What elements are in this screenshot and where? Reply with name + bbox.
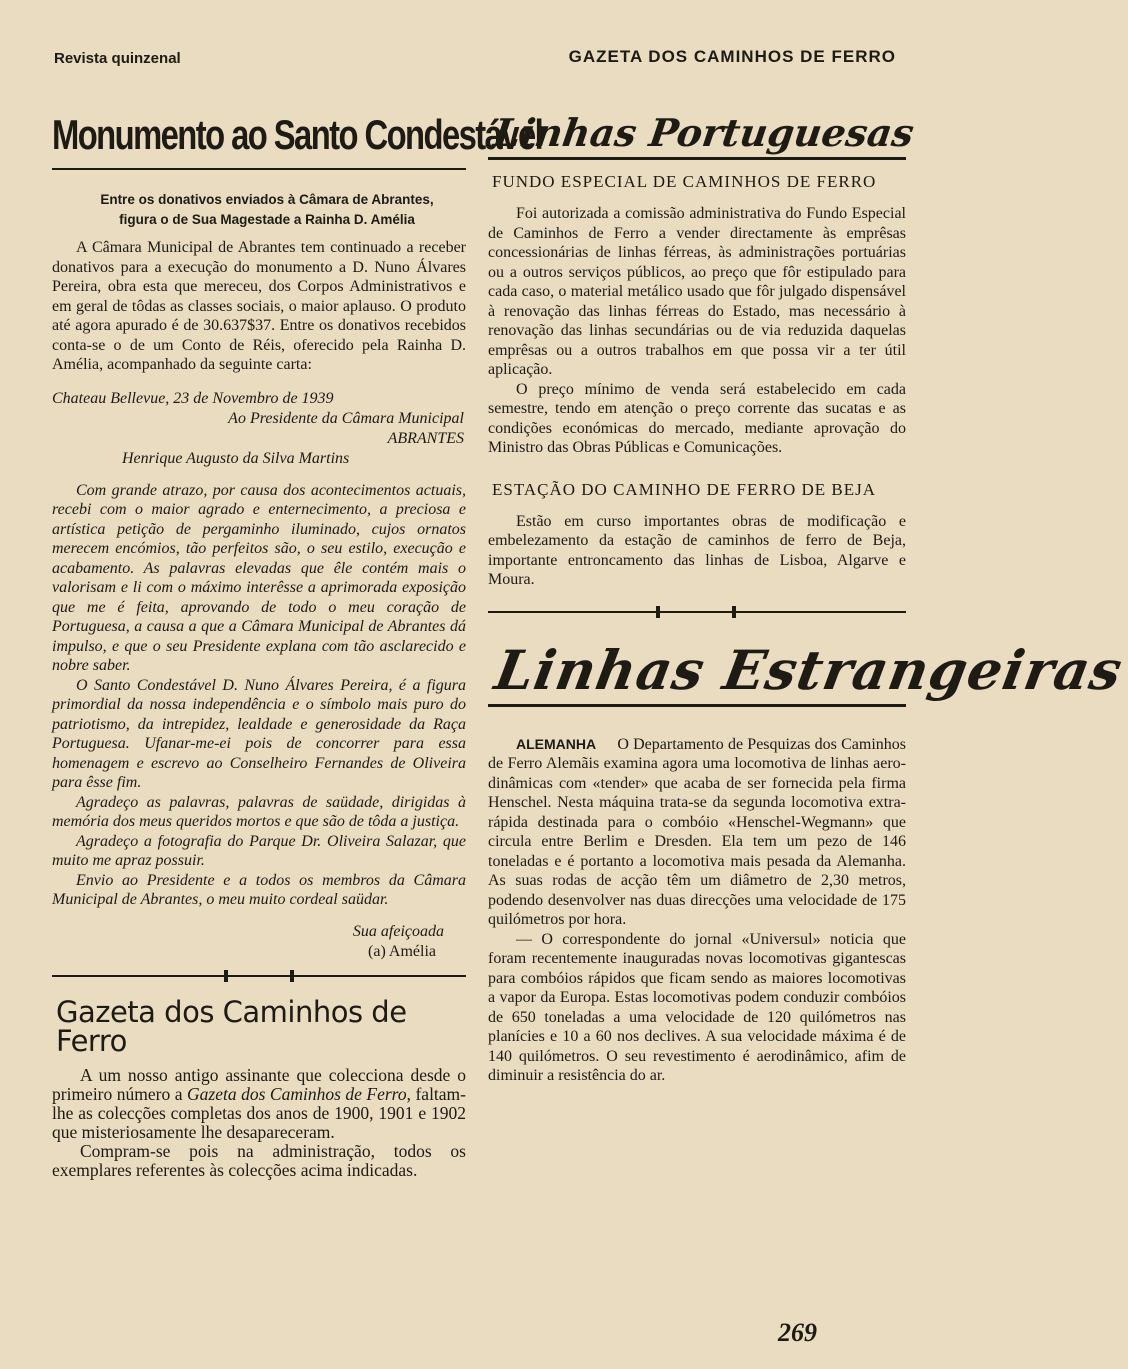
letter-paragraph: Agradeço a fotografia do Parque Dr. Oliveira Salazar, que muito me apraz possuir.: [52, 832, 466, 869]
page-number: 269: [778, 1318, 817, 1347]
section-rule: [488, 704, 906, 707]
letter-closing: Sua afeiçoada: [352, 922, 444, 940]
letter-recipient-city: ABRANTES: [387, 429, 464, 447]
ornamental-separator: [488, 604, 906, 620]
alemanha-paragraph-2: — O correspondente do jornal «Universul» noticia que foram recentemente inauguradas novas locomotivas gigantescas para combóios rápidos que ficam sendo as maiores locomotivas a vapor da Europa. Estas locomotivas podem conduzir combóios de 650 toneladas a uma velocidade de 120 quilómetros nas planícies e 10 a 60 nos declives. A sua velocidade máxima é de 140 quilómetros. O seu revestimento é aerodinâmico, afim de diminuir a resistência do ar.: [488, 930, 906, 1084]
subsection-head-fundo: FUNDO ESPECIAL DE CAMINHOS DE FERRO: [492, 172, 877, 191]
gazeta-paragraph-2: Compram-se pois na administração, todos os exemplares referentes às colecções acima indicadas.: [52, 1140, 466, 1180]
gazeta-notice-title: Gazeta dos Caminhos de Ferro: [56, 994, 407, 1058]
gazeta-text: A um nosso antigo assinante que colecciona desde o primeiro número a: [52, 1064, 466, 1104]
fundo-paragraph-2: O preço mínimo de venda será estabelecido em cada semestre, tendo em atenção o preço corrente das sucatas e as condições económicas do mercado, mediante aprovação do Ministro das Obras Públicas e Comunicações.: [488, 380, 906, 456]
subtitle-line-1: Entre os donativos enviados à Câmara de Abrantes,: [100, 192, 434, 207]
left-column: [52, 104, 543, 1180]
letter-paragraph: Agradeço as palavras, palavras de saüdade, dirigidas à memória dos meus queridos mortos e que são de tôda a justiça.: [52, 793, 466, 830]
letter-paragraph: Com grande atrazo, por causa dos acontecimentos actuais, recebi com o maior agrado e enternecimento, a preciosa e artística petição de pergaminho iluminado, cujos ornatos merecem encómios, tão perfeitos são, o seu estilo, execução e acabamento. As palavras elevadas que êle contém mais o valorisam e li com o máximo interêsse a aprimorada exposição que me é feita, aprovando de todo o meu coração de Portuguesa, a causa a que a Câmara Municipal de Abrantes dá impulso, e que o seu Presidente explana com tão asclarecido e nobre saber.: [52, 481, 466, 674]
alemanha-paragraph-1: [488, 735, 906, 930]
title-rule: [52, 168, 466, 170]
country-label-alemanha: ALEMANHA: [516, 735, 597, 752]
intro-paragraph: A Câmara Municipal de Abrantes tem continuado a receber donativos para a execução do monumento a D. Nuno Álvares Pereira, obra esta que mereceu, dos Corpos Administrativos e em geral de tôdas as classes sociais, o maior aplauso. O produto até agora apurado é de 30.637$37. Entre os donativos recebidos conta-se o de um Conto de Réis, oferecido pela Rainha D. Amélia, acompanhado da seguinte carta:: [52, 239, 466, 373]
section-title-linhas-estrangeiras: Linhas Estrangeiras: [490, 637, 1128, 702]
letter-recipient-name: Henrique Augusto da Silva Martins: [122, 449, 350, 467]
article-title-monumento: Monumento ao Santo Condestável: [52, 111, 543, 158]
gazeta-notice-body: [52, 1066, 466, 1180]
right-column: [488, 104, 1128, 1086]
letter-paragraph: O Santo Condestável D. Nuno Álvares Pereira, é a figura primordial da nossa independência e o símbolo mais puro do patriotismo, da intrepidez, lealdade e generosidade da Raça Portuguesa. Ufanar-me-ei pois de concorrer para essa homenagem e escrevo ao Conselheiro Fernandes de Oliveira para êsse fim.: [52, 676, 466, 791]
gazeta-paragraph-1: [52, 1066, 466, 1142]
letter-place-date: Chateau Bellevue, 23 de Novembro de 1939: [52, 389, 334, 407]
subtitle-line-2: figura o de Sua Magestade a Rainha D. Amélia: [119, 212, 415, 227]
section-rule: [488, 157, 906, 160]
letter-signature: (a) Amélia: [368, 942, 436, 960]
letter-paragraph: Envio ao Presidente e a todos os membros da Câmara Municipal de Abrantes, o meu muito cordeal saüdar.: [52, 871, 466, 908]
letter-heading: [52, 389, 466, 469]
fundo-paragraph-1: Foi autorizada a comissão administrativa do Fundo Especial de Caminhos de Ferro a vender directamente às emprêsas concessionárias de linhas férreas, às administrações portuárias ou a outros serviços públicos, ao preço que fôr estipulado para cada caso, o material metálico usado que fôr julgado dispensável à renovação das linhas férreas do Estado, mas necessário à renovação das linhas secundárias ou de via reduzida daquelas emprêsas ou a outros trabalhos em que possa vir a ter útil aplicação.: [488, 205, 906, 378]
section-title-linhas-portuguesas: Linhas Portuguesas: [490, 110, 917, 155]
beja-paragraph: Estão em curso importantes obras de modificação e embelezamento da estação de caminhos de ferro de Beja, importante entroncamento das linhas de Lisboa, Algarve e Moura.: [488, 512, 906, 588]
alemanha-text: O Departamento de Pesquizas dos Caminhos de Ferro Alemãis examina agora uma locomotiva de linhas aero-dinâmicas com «tender» que acaba de ser fornecida pela firma Henschel. Nesta máquina trata-se da segunda locomotiva extra-rápida destinada para o combóio «Henschel-Wegmann» que circula entre Berlim e Dresden. Ela tem um pezo de 146 toneladas e é portanto a locomotiva mais pesada da Alemanha. As suas rodas de acção têm um diâmetro de 2,30 metros, podendo desenvolver nas duas direcções uma velocidade de 175 quilómetros por hora.: [488, 735, 907, 928]
letter-body: [52, 481, 466, 910]
gazeta-italic-title: Gazeta dos Caminhos de Ferro: [187, 1083, 407, 1104]
letter-recipient: Ao Presidente da Câmara Municipal: [228, 409, 464, 427]
header-right: GAZETA DOS CAMINHOS DE FERRO: [568, 47, 896, 66]
alemanha-section: [488, 735, 906, 1086]
ornamental-separator: [52, 968, 466, 984]
subsection-head-beja: ESTAÇÃO DO CAMINHO DE FERRO DE BEJA: [492, 479, 877, 499]
header-left: Revista quinzenal: [54, 50, 181, 67]
gazeta-text: , faltam-lhe as colecções completas dos anos de 1900, 1901 e 1902 que misteriosamente lhe desapareceram.: [52, 1083, 466, 1142]
article-subtitle: [76, 190, 458, 230]
